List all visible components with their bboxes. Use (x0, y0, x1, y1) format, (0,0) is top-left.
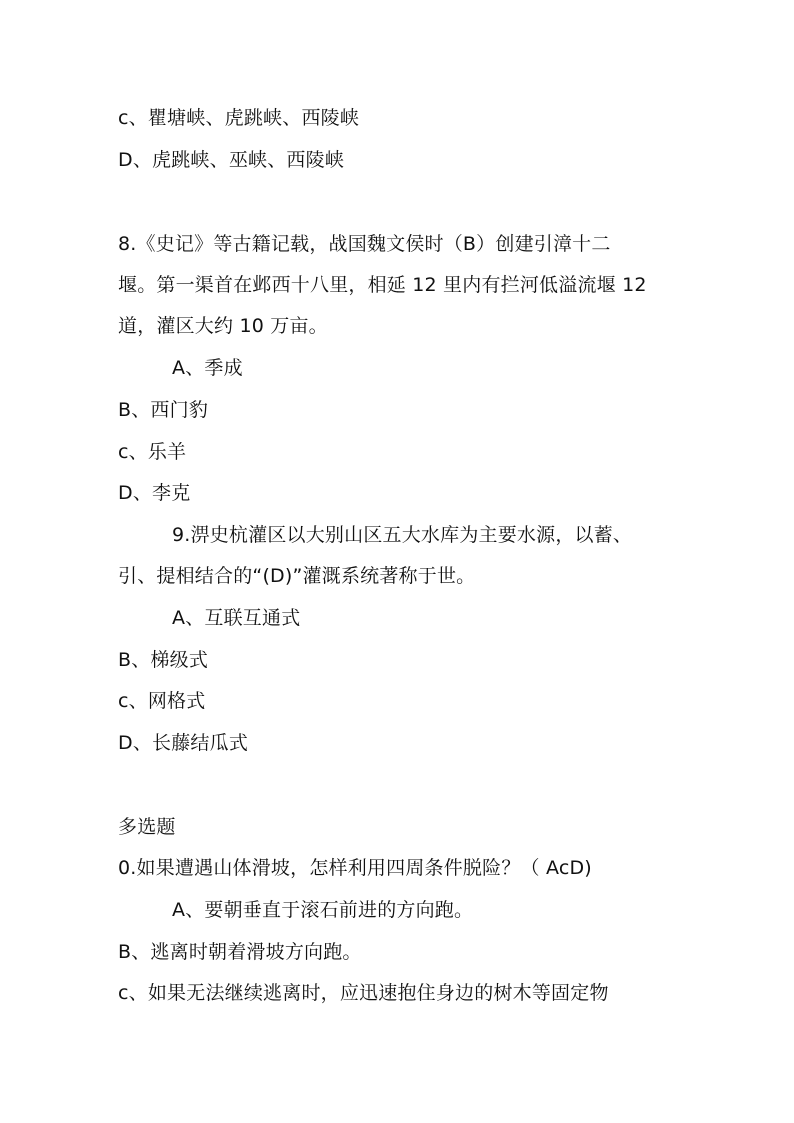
q8-stem-line3: 道，灌区大约 10 万亩。 (118, 315, 328, 337)
q10-option-b: B、逃离时朝着滑坡方向跑。 (118, 941, 362, 963)
q8-option-a: A、季成 (172, 357, 243, 379)
q9-stem-line1: 9.淠史杭灌区以大别山区五大水库为主要水源，以蓄、 (172, 524, 633, 546)
q9-option-a: A、互联互通式 (172, 607, 301, 629)
q8-stem-line1: 8.《史记》等古籍记载，战国魏文侯时（B）创建引漳十二 (118, 233, 611, 255)
q8-option-c: c、乐羊 (118, 441, 187, 463)
q8-stem-line2: 堰。第一渠首在邺西十八里，相延 12 里内有拦河低溢流堰 12 (118, 274, 647, 296)
q10-stem-line1: 0.如果遭遇山体滑坡，怎样利用四周条件脱险？（ AcD) (118, 857, 592, 879)
q9-option-d: D、长藤结瓜式 (118, 732, 249, 754)
section-title: 多选题 (118, 816, 176, 838)
q8-option-d: D、李克 (118, 482, 191, 504)
q7-option-d: D、虎跳峡、巫峡、西陵峡 (118, 149, 345, 171)
q8-option-b: B、西门豹 (118, 399, 209, 421)
q9-option-c: c、网格式 (118, 690, 206, 712)
q7-option-c: c、瞿塘峡、虎跳峡、西陵峡 (118, 107, 360, 129)
q9-option-b: B、梯级式 (118, 649, 209, 671)
q10-option-a: A、要朝垂直于滚石前进的方向跑。 (172, 899, 474, 921)
q10-option-c: c、如果无法继续逃离时，应迅速抱住身边的树木等固定物 (118, 982, 609, 1004)
q9-stem-line2: 引、提相结合的“(D)”灌溉系统著称于世。 (118, 565, 476, 587)
